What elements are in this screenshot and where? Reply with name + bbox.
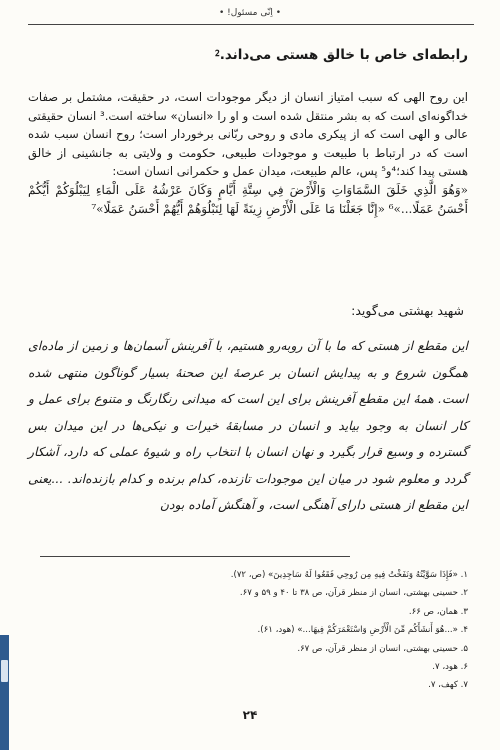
publisher-logo-icon [1, 660, 8, 682]
running-head: • اِنّی مسئول! • [218, 8, 282, 18]
body-text [28, 88, 468, 218]
header-rule [28, 24, 474, 25]
quran-verse: «وَهُوَ الَّذِي خَلَقَ السَّمَاوَاتِ وَالْأَرْضَ فِي سِتَّةِ أَيَّامٍ وَكَانَ عَرْشُهُ عَلَى الْمَاءِ لِيَبْلُوَكُمْ أَيُّكُمْ أَحْسَنُ عَمَلًا...»⁶ «إِنَّا جَعَلْنَا مَا عَلَى الْأَرْضِ زِينَةً لَهَا لِنَبْلُوَهُمْ أَيُّهُمْ أَحْسَنُ عَمَلًا»⁷ [28, 182, 468, 216]
quote-block: این مقطع از هستی که ما با آن روبه‌رو هستیم، با آفرینش آسمان‌ها و زمین از ماده‌ای همگون شروع و به پیدایش انسان بر عرصهٔ این صحنهٔ بسیار گوناگون منتهی شده است. همهٔ این مقطع آفرینش برای این است که میدانی رنگارنگ و متنوع برای عمل و کار انسان به وجود بیاید و انسان در مسابقهٔ خیرات و نیکی‌ها در این میدان بس گسترده و وسیع قرار بگیرد و نهان انسان با انتخاب راه و شیوهٔ عملی که دارد، آشکار گردد و معلوم شود در میان این موجودات تازنده، کدام برنده و کدام بازنده‌اند. ...یعنی این مقطع از هستی دارای آهنگی است، و آهنگش آماده بودن [28, 338, 468, 512]
footnote: ۳. همان، ص ۶۶. [408, 606, 468, 617]
footnote: ۷. کهف، ۷. [428, 680, 468, 691]
footnote: ۱. «فَإِذَا سَوَّيْتُهُ وَنَفَخْتُ فِيهِ مِن رُوحِي فَقَعُوا لَهُ سَاجِدِينَ» (ص، ۷۲). [230, 570, 468, 580]
footnote: ۲. حسینی بهشتی، انسان از منظر قرآن، ص ۳۸ تا ۴۰ و ۵۹ و ۶۷. [239, 588, 468, 599]
footnotes [60, 566, 468, 695]
page-number: ۲۴ [242, 708, 258, 722]
footnote: ۴. «...هُوَ أَنشَأَكُم مِّنَ الْأَرْضِ وَاسْتَعْمَرَكُمْ فِيهَا...» (هود، ۶۱). [257, 625, 468, 636]
footnote: ۶. هود، ۷. [432, 662, 468, 673]
section-heading: رابطه‌ای خاص با خالق هستی می‌داند.⁲ [214, 47, 468, 63]
footnote: ۵. حسینی بهشتی، انسان از منظر قرآن، ص ۶۷. [297, 643, 468, 654]
footnote-rule [40, 556, 350, 557]
publisher-strip [0, 635, 9, 750]
quote-heading: شهید بهشتی می‌گوید: [351, 303, 464, 318]
body-paragraph: این روح الهی که سبب امتیاز انسان از دیگر موجودات است، در حقیقت، مشتمل بر صفات خداگونه‌ای است که به بشر منتقل شده است و او را «انسان» ساخته است.³ انسان حقیقتی عالی و الهی است که از پیکری مادی و روحی ربّانی برخوردار است؛ روح انسان سبب شده است که در ارتباط با طبیعت و موجودات طبیعی، حکومت و ولایتی به جانشینی از خالق هستی پیدا کند؛⁴و⁵ پس، عالم طبیعت، میدان عمل و حکمرانی انسان است: [28, 90, 468, 179]
